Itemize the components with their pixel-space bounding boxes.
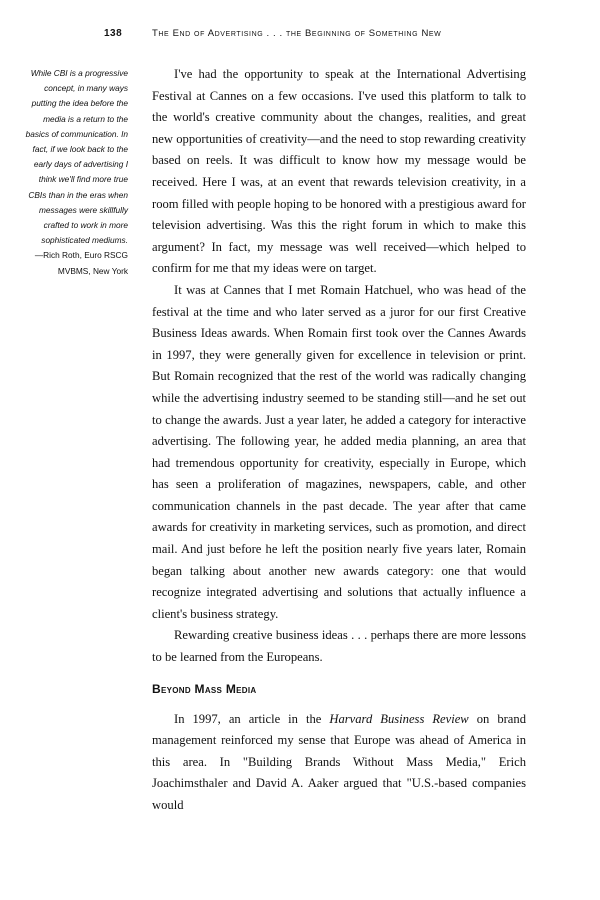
- section-heading: Beyond Mass Media: [152, 681, 257, 696]
- paragraph-text: In 1997, an article in the: [174, 711, 330, 726]
- main-text: [152, 64, 526, 817]
- sidebar-attribution-org: MVBMS, New York: [57, 265, 128, 276]
- paragraph: I've had the opportunity to speak at the International Advertising Festival at Cannes on a few occasions. I've used this platform to talk to the world's creative community about the changes, realities, and great new opportunities of creativity—and the need to stop rewarding creativity based on reels. It was difficult to know how my message would be received. Here I was, at an event that rewards television creativity, in a room filled with people hoping to be honored with a prestigious award for television advertising. Was this the right forum in which to make this argument? In fact, my message was well received—which helped to confirm for me that my ideas were on target.: [152, 67, 526, 276]
- sidebar-attribution-name: —Rich Roth, Euro RSCG: [34, 250, 128, 261]
- running-header: [0, 28, 600, 44]
- paragraph: It was at Cannes that I met Romain Hatchuel, who was head of the festival at the time and who later served as a juror for our first Creative Business Ideas awards. When Romain first took over the Cannes Awards in 1997, they were generally given for excellence in television or print. But Romain recognized that the rest of the world was radically changing while the advertising industry seemed to be standing still—and he set out to change the awards. Just a year later, he added a category for interactive advertising. The following year, he added media planning, an area that had tremendous opportunity for creativity, especially in Europe, which has seen a proliferation of magazines, newspapers, cable, and other communication channels in the past decade. The year after that came awards for creativity in marketing services, such as promotion, and direct mail. And just before he left the position nearly five years later, Romain began talking about another new awards category: one that would recognize integrated advertising and solutions that actually influence a client's business strategy.: [152, 282, 526, 621]
- page-number: 138: [104, 28, 123, 39]
- paragraph-text: on brand management reinforced my sense that Europe was ahead of America in this area. In "Building Brands Without Mass Media," Erich Joachimsthaler and David A. Aaker argued that "U.S.-based companies would: [152, 711, 526, 812]
- sidebar-quote: [22, 66, 128, 279]
- sidebar-quote-text: While CBI is a progressive concept, in many ways putting the idea before the media is a return to the basics of communication. In fact, if we look back to the early days of advertising I think we'll find more true CBIs than in the eras when messages were skillfully crafted to work in more sophisticated mediums.: [25, 68, 128, 246]
- paragraph: [152, 709, 526, 817]
- paragraph: Rewarding creative business ideas . . . perhaps there are more lessons to be learned from the Europeans.: [152, 628, 526, 665]
- running-title: The End of Advertising . . . the Beginning of Something New: [152, 28, 442, 39]
- publication-title: Harvard Business Review: [329, 711, 469, 726]
